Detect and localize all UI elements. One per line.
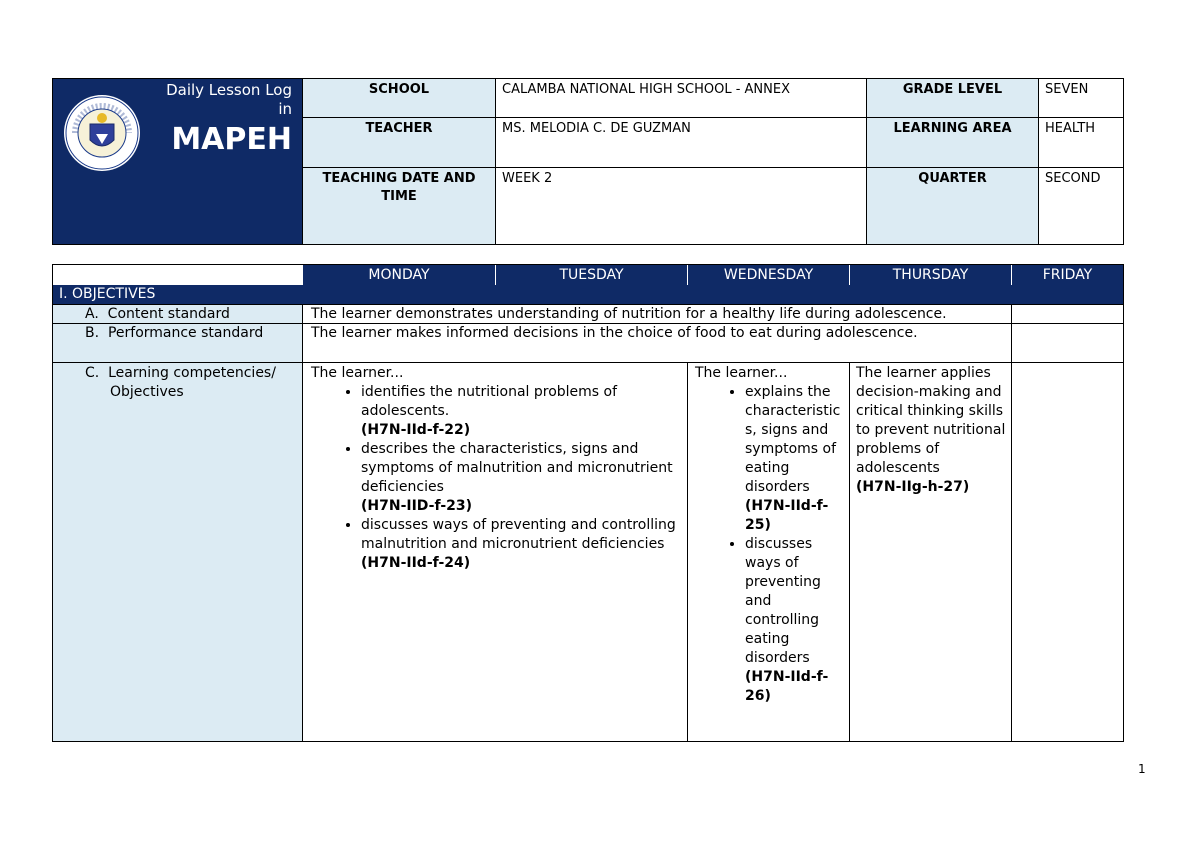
teaching-date-value: WEEK 2 xyxy=(495,167,867,245)
competency-code: (H7N-IId-f-22) xyxy=(361,422,471,438)
day-thursday: THURSDAY xyxy=(850,265,1012,285)
subject-title: MAPEH xyxy=(171,122,292,157)
deped-title-block xyxy=(52,78,303,245)
day-tuesday: TUESDAY xyxy=(496,265,688,285)
quarter-label: QUARTER xyxy=(866,167,1039,245)
mon-tue-intro: The learner... xyxy=(311,365,404,381)
learning-area-label: LEARNING AREA xyxy=(866,117,1039,168)
school-value: CALAMBA NATIONAL HIGH SCHOOL - ANNEX xyxy=(495,78,867,118)
competency-item xyxy=(745,383,845,535)
lesson-table xyxy=(52,264,1124,742)
wed-competencies xyxy=(695,364,845,706)
log-title-line1: Daily Lesson Log xyxy=(166,81,292,99)
competency-item xyxy=(361,516,681,573)
competency-item xyxy=(745,535,845,706)
learning-area-value: HEALTH xyxy=(1038,117,1124,168)
thu-competencies xyxy=(856,364,1008,497)
teaching-date-label: TEACHING DATE AND TIME xyxy=(302,167,496,245)
objectives-title: I. OBJECTIVES xyxy=(53,285,303,304)
grade-level-label: GRADE LEVEL xyxy=(866,78,1039,118)
competency-text: discusses ways of preventing and controlling eating disorders xyxy=(745,536,821,666)
friday-divider xyxy=(1011,304,1012,741)
col-divider-wed-thu xyxy=(849,362,850,741)
competency-code: (H7N-IId-f-25) xyxy=(745,498,829,533)
competency-code: (H7N-IId-f-24) xyxy=(361,555,471,571)
log-title-line2: in xyxy=(278,100,292,118)
mon-tue-competencies xyxy=(311,364,681,573)
competency-code: (H7N-IID-f-23) xyxy=(361,498,473,514)
quarter-value: SECOND xyxy=(1038,167,1124,245)
performance-standard-label: B. Performance standard xyxy=(85,325,264,341)
day-friday: FRIDAY xyxy=(1042,267,1093,283)
row-divider-c xyxy=(53,362,1123,363)
competency-text: discusses ways of preventing and controlling malnutrition and micronutrient deficiencies xyxy=(361,517,676,552)
competency-text: identifies the nutritional problems of adolescents. xyxy=(361,384,618,419)
deped-seal xyxy=(63,94,141,172)
content-standard-text: The learner demonstrates understanding of nutrition for a healthy life during adolescence. xyxy=(311,306,947,322)
competency-text: describes the characteristics, signs and symptoms of malnutrition and micronutrient deficiencies xyxy=(361,441,673,495)
teacher-label: TEACHER xyxy=(302,117,496,168)
teacher-value: MS. MELODIA C. DE GUZMAN xyxy=(495,117,867,168)
competency-item xyxy=(361,383,681,440)
thu-text: The learner applies decision-making and critical thinking skills to prevent nutritional problems of adolescents xyxy=(856,365,1006,476)
learning-competencies-label-1: C. Learning competencies/ xyxy=(85,365,276,381)
competency-item xyxy=(361,440,681,516)
day-monday: MONDAY xyxy=(303,265,496,285)
competency-code: (H7N-IId-f-26) xyxy=(745,669,829,704)
wed-intro: The learner... xyxy=(695,365,788,381)
day-header-bar xyxy=(303,265,1123,304)
school-label: SCHOOL xyxy=(302,78,496,118)
performance-standard-text: The learner makes informed decisions in the choice of food to eat during adolescence. xyxy=(311,325,918,341)
thu-code: (H7N-IIg-h-27) xyxy=(856,479,970,495)
content-standard-label: A. Content standard xyxy=(85,306,230,322)
page-number: 1 xyxy=(1138,762,1146,776)
day-wednesday: WEDNESDAY xyxy=(688,265,850,285)
grade-level-value: SEVEN xyxy=(1038,78,1124,118)
col-divider-tue-wed xyxy=(687,362,688,741)
learning-competencies-label-2: Objectives xyxy=(110,384,184,400)
competency-text: explains the characteristic s, signs and symptoms of eating disorders xyxy=(745,384,841,495)
